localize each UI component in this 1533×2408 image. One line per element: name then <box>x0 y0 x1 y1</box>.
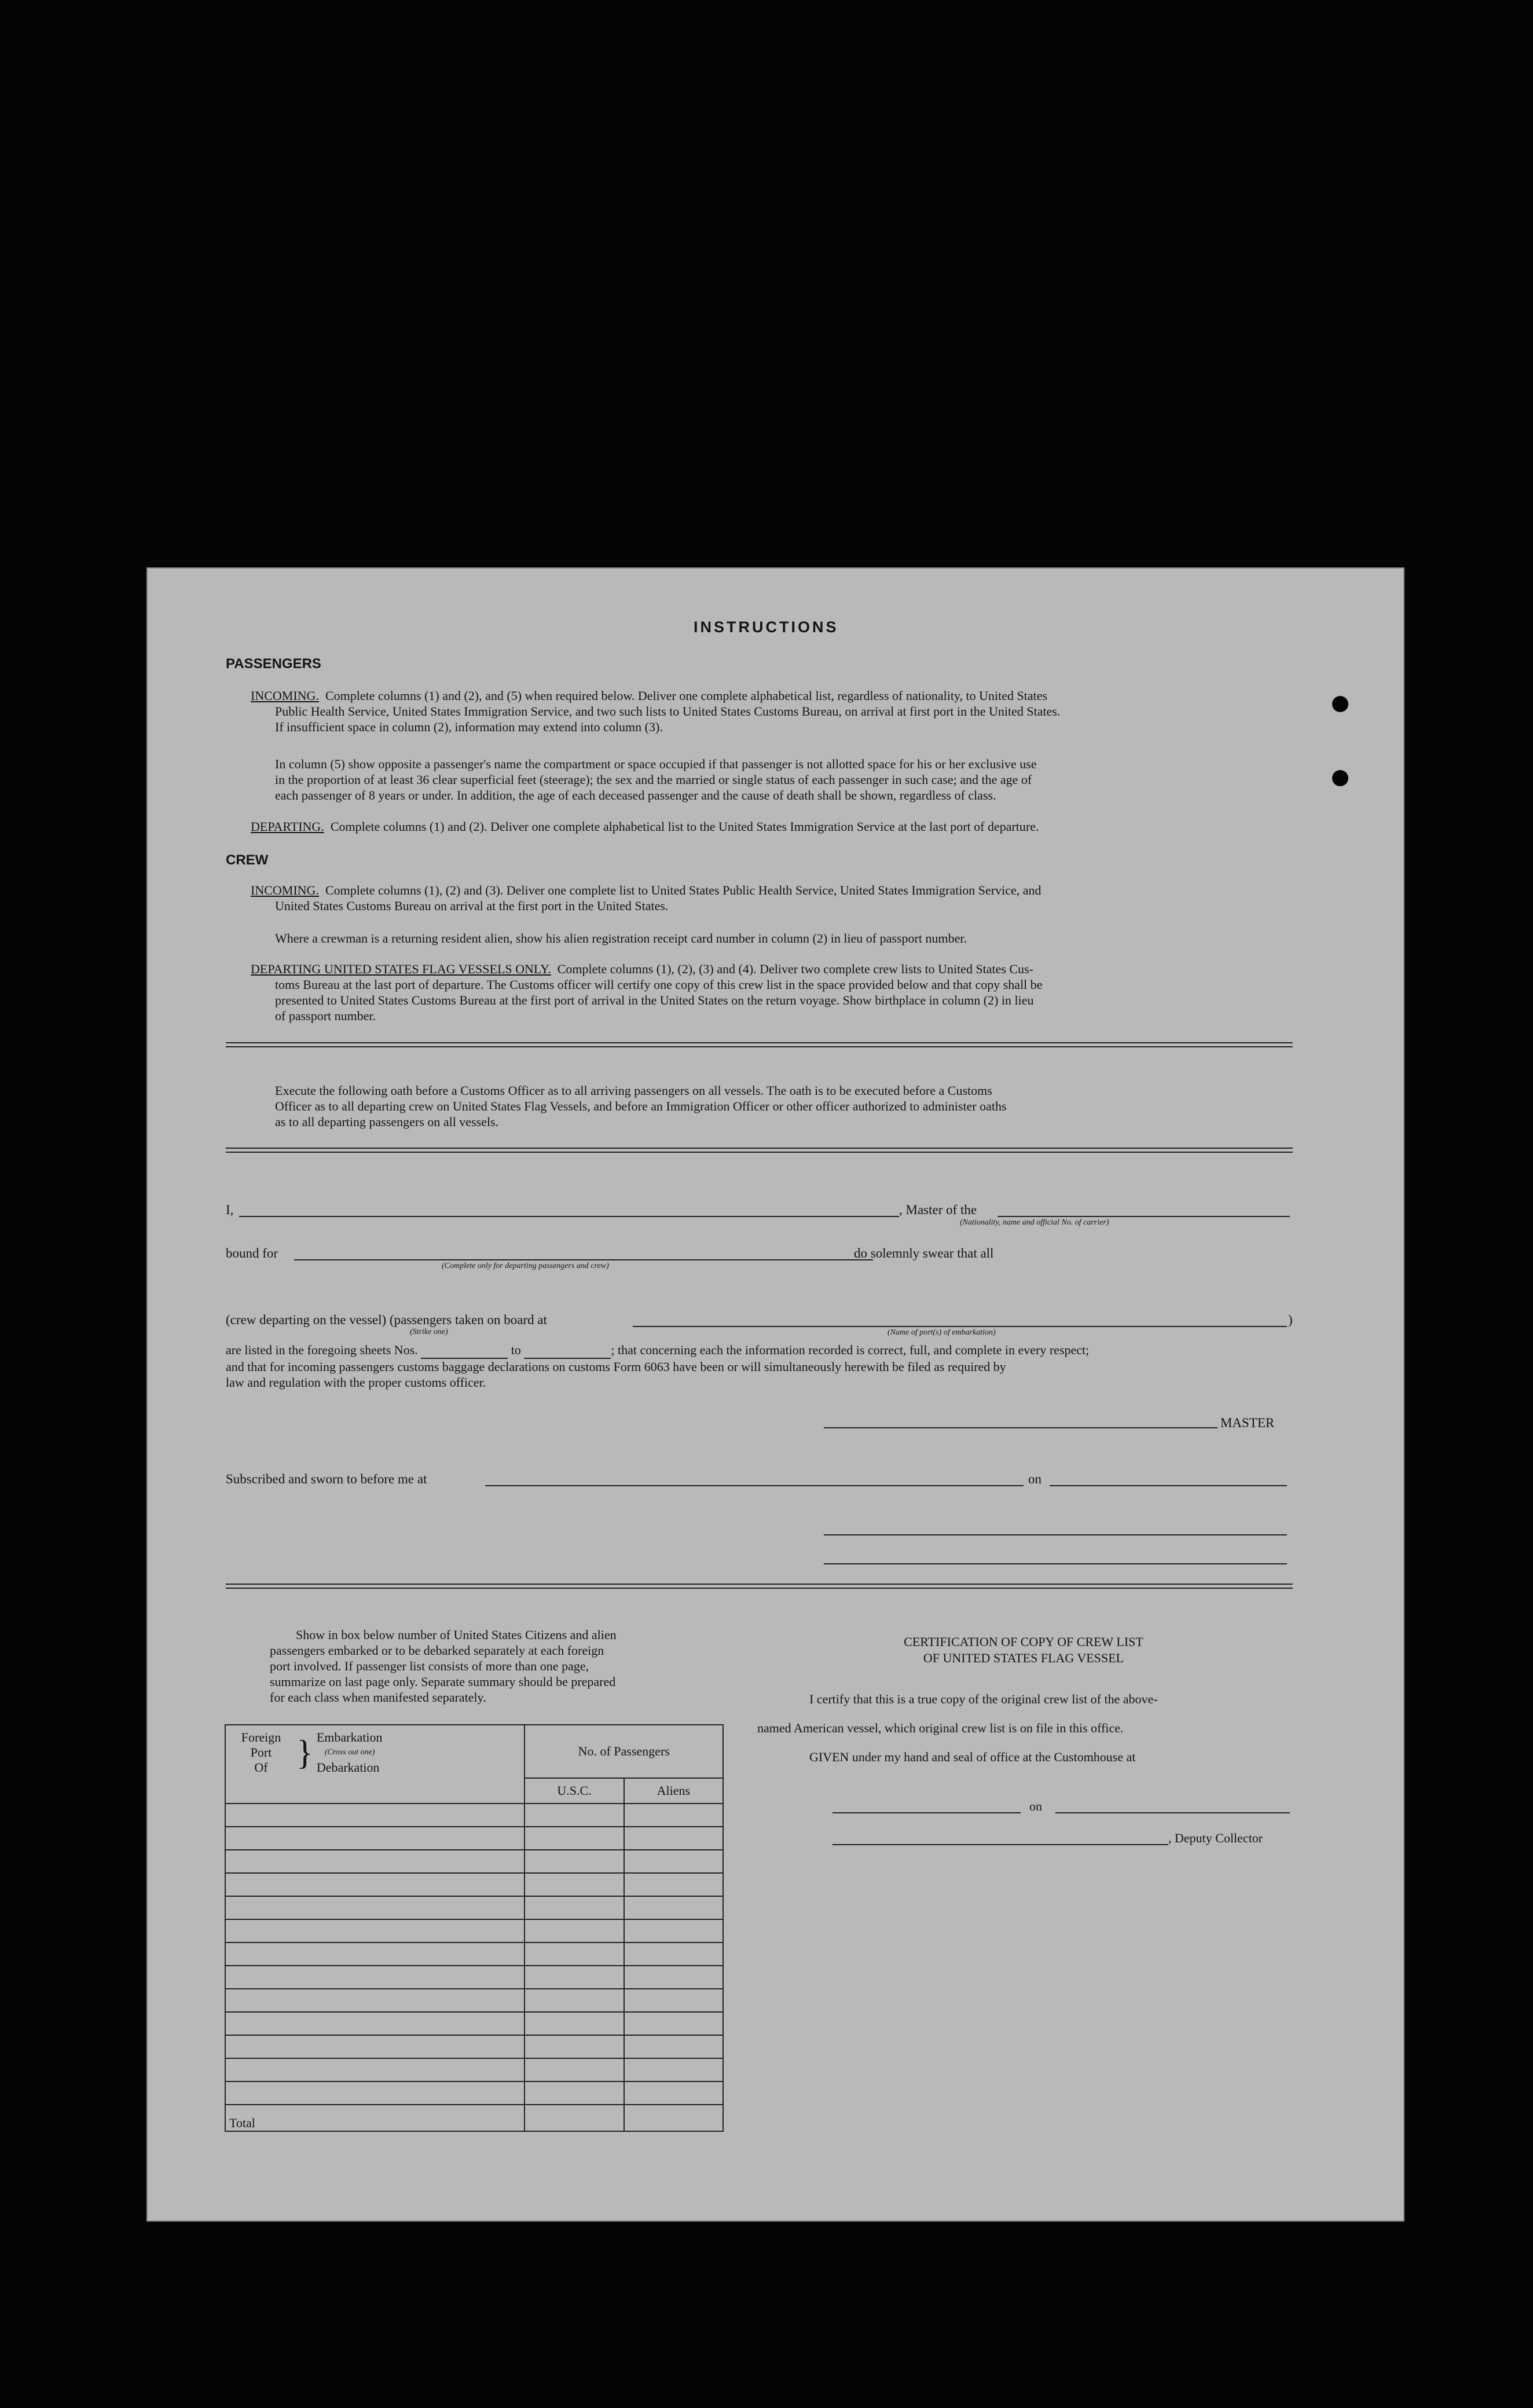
certification-on-label: on <box>1029 1799 1042 1813</box>
summary-intro-line-4: summarize on last page only. Separate summary should be prepared <box>270 1674 616 1689</box>
crew-departing-label: DEPARTING UNITED STATES FLAG VESSELS ONLY. <box>251 962 551 976</box>
total-label: Total <box>225 2105 525 2131</box>
certification-date-field[interactable] <box>1055 1812 1290 1813</box>
deputy-collector-label: , Deputy Collector <box>1168 1831 1263 1845</box>
officer-title-field[interactable] <box>824 1563 1287 1564</box>
usc-cell[interactable] <box>525 1989 624 2012</box>
summary-intro-line-3: port involved. If passenger list consists of more than one page, <box>270 1659 589 1673</box>
crew-incoming-block <box>251 882 1293 914</box>
oath-instructions <box>275 1083 1259 1130</box>
aliens-cell[interactable] <box>624 2058 723 2081</box>
port-note: (Name of port(s) of embarkation) <box>887 1328 996 1337</box>
summary-intro-line-5: for each class when manifested separately. <box>270 1690 486 1705</box>
passengers-departing-text: Complete columns (1) and (2). Deliver one complete alphabetical list to the United States Immigration Service at the last port of departure. <box>330 819 1039 834</box>
summary-row[interactable] <box>225 1942 525 1966</box>
embarkation-label: Embarkation <box>316 1730 383 1744</box>
crew-heading: CREW <box>226 852 269 868</box>
crew-incoming-label: INCOMING. <box>251 883 319 897</box>
column5-line-3: each passenger of 8 years or under. In addition, the age of each deceased passenger and the cause of death shall be shown, regardless of class. <box>275 788 996 802</box>
bound-for-note: (Complete only for departing passengers and crew) <box>442 1262 609 1270</box>
crew-departing-line-4: of passport number. <box>275 1009 376 1023</box>
aliens-cell[interactable] <box>624 1804 723 1827</box>
crew-incoming-line-1: Complete columns (1), (2) and (3). Deliver one complete list to United States Public Health Service, United States Immigration Service, and <box>325 883 1041 897</box>
passengers-incoming-line-3: If insufficient space in column (2), information may extend into column (3). <box>275 720 663 734</box>
crew-departing-line-1: Complete columns (1), (2), (3) and (4). Deliver two complete crew lists to United States Cus- <box>557 962 1034 976</box>
certification-title-2: OF UNITED STATES FLAG VESSEL <box>923 1651 1124 1665</box>
usc-cell[interactable] <box>525 1850 624 1873</box>
bound-for-label: bound for <box>226 1246 278 1260</box>
cross-out-note: (Cross out one) <box>324 1748 375 1757</box>
usc-cell[interactable] <box>525 1804 624 1827</box>
passenger-summary-table <box>225 1724 724 2132</box>
summary-row[interactable] <box>225 1919 525 1942</box>
usc-cell[interactable] <box>525 2058 624 2081</box>
master-signature-field[interactable] <box>824 1427 1217 1428</box>
divider <box>226 1148 1293 1153</box>
sworn-place-field[interactable] <box>485 1485 1024 1486</box>
port-label: Port <box>250 1745 272 1760</box>
summary-row[interactable] <box>225 1850 525 1873</box>
usc-cell[interactable] <box>525 1919 624 1942</box>
sheets-label: are listed in the foregoing sheets Nos. <box>226 1343 418 1357</box>
punch-hole <box>1332 696 1348 712</box>
page-title: INSTRUCTIONS <box>694 618 839 636</box>
oath-line-3: law and regulation with the proper customs officer. <box>226 1375 486 1390</box>
sheets-to-field[interactable] <box>524 1342 611 1359</box>
subscribed-label: Subscribed and sworn to before me at <box>226 1472 427 1486</box>
brace-glyph: } <box>296 1733 313 1772</box>
aliens-cell[interactable] <box>624 2035 723 2058</box>
summary-intro-line-2: passengers embarked or to be debarked separately at each foreign <box>270 1643 604 1658</box>
crew-departing-label-oath: (crew departing on the vessel) (passengers taken on board at <box>226 1313 547 1327</box>
aliens-cell[interactable] <box>624 2012 723 2035</box>
embarkation-port-field[interactable] <box>633 1326 1287 1327</box>
aliens-cell[interactable] <box>624 1942 723 1966</box>
passengers-incoming-line-2: Public Health Service, United States Immigration Service, and two such lists to United States Customs Bureau, on arrival at first port in the United States. <box>275 704 1061 719</box>
crew-departing-line-2: toms Bureau at the last port of departure. The Customs officer will certify one copy of this crew list in the space provided below and that copy shall be <box>275 977 1043 992</box>
usc-cell[interactable] <box>525 1896 624 1919</box>
no-passengers-header: No. of Passengers <box>525 1725 723 1778</box>
divider <box>226 1042 1293 1047</box>
passengers-incoming-block <box>251 688 1293 735</box>
passengers-incoming-line-1: Complete columns (1) and (2), and (5) when required below. Deliver one complete alphabetical list, regardless of nationality, to United States <box>325 688 1048 703</box>
aliens-cell[interactable] <box>624 1896 723 1919</box>
officer-signature-field[interactable] <box>824 1534 1287 1535</box>
usc-cell[interactable] <box>525 1827 624 1850</box>
certification-line-1: I certify that this is a true copy of the original crew list of the above- <box>809 1692 1158 1706</box>
oath-instructions-line-2: Officer as to all departing crew on United States Flag Vessels, and before an Immigration Officer or other officer authorized to administer oaths <box>275 1099 1007 1113</box>
summary-row[interactable] <box>225 2035 525 2058</box>
summary-row[interactable] <box>225 2058 525 2081</box>
master-name-field[interactable] <box>239 1216 899 1217</box>
usc-cell[interactable] <box>525 1942 624 1966</box>
deputy-signature-field[interactable] <box>832 1844 1168 1845</box>
summary-row[interactable] <box>225 1966 525 1989</box>
crew-departing-line-3: presented to United States Customs Bureau at the first port of arrival in the United States on the return voyage. Show birthplace in column (2) in lieu <box>275 993 1034 1007</box>
summary-row[interactable] <box>225 1873 525 1896</box>
crew-incoming-line-2: United States Customs Bureau on arrival at the first port in the United States. <box>275 899 669 913</box>
port-header <box>225 1725 525 1804</box>
carrier-field[interactable] <box>997 1216 1290 1217</box>
passengers-departing-block <box>251 819 1293 834</box>
certification-title <box>757 1634 1290 1666</box>
passengers-column5-block <box>275 756 1293 803</box>
usc-cell[interactable] <box>525 2081 624 2105</box>
bound-for-field[interactable] <box>294 1259 873 1260</box>
summary-row[interactable] <box>225 1827 525 1850</box>
passengers-heading: PASSENGERS <box>226 656 321 672</box>
debarkation-label: Debarkation <box>316 1760 380 1775</box>
summary-intro <box>270 1627 716 1705</box>
customhouse-field[interactable] <box>832 1812 1021 1813</box>
certification-line-2: named American vessel, which original crew list is on file in this office. <box>757 1721 1124 1735</box>
aliens-cell[interactable] <box>624 1850 723 1873</box>
usc-cell[interactable] <box>525 2035 624 2058</box>
sworn-on-label: on <box>1028 1472 1041 1486</box>
usc-header: U.S.C. <box>525 1778 624 1804</box>
oath-i-label: I, <box>226 1203 234 1217</box>
oath-instructions-line-3: as to all departing passengers on all vessels. <box>275 1115 499 1129</box>
crew-departing-block <box>251 961 1293 1024</box>
aliens-cell[interactable] <box>624 1873 723 1896</box>
sheets-to-label: to <box>511 1343 521 1357</box>
certification-line-3: GIVEN under my hand and seal of office at the Customhouse at <box>809 1750 1136 1764</box>
usc-cell[interactable] <box>525 1873 624 1896</box>
passengers-departing-label: DEPARTING. <box>251 819 324 834</box>
summary-intro-line-1: Show in box below number of United States Citizens and alien <box>296 1628 617 1642</box>
sheets-text: ; that concerning each the information recorded is correct, full, and complete in every respect; <box>611 1343 1090 1357</box>
summary-row[interactable] <box>225 1896 525 1919</box>
oath-instructions-line-1: Execute the following oath before a Customs Officer as to all arriving passengers on all vessels. The oath is to be executed before a Customs <box>275 1083 992 1098</box>
aliens-total-cell[interactable] <box>624 2105 723 2131</box>
aliens-cell[interactable] <box>624 1966 723 1989</box>
carrier-note: (Nationality, name and official No. of carrier) <box>960 1218 1109 1227</box>
close-paren: ) <box>1288 1313 1293 1327</box>
aliens-header: Aliens <box>624 1778 723 1804</box>
oath-sheets-block <box>226 1342 1293 1390</box>
aliens-cell[interactable] <box>624 1919 723 1942</box>
punch-hole <box>1332 770 1348 786</box>
crew-resident-alien: Where a crewman is a returning resident alien, show his alien registration receipt card number in column (2) in lieu of passport number. <box>275 931 967 945</box>
column5-line-1: In column (5) show opposite a passenger's name the compartment or space occupied if that passenger is not allotted space for his or her exclusive use <box>275 757 1037 771</box>
sheets-from-field[interactable] <box>421 1342 508 1359</box>
divider <box>226 1584 1293 1589</box>
certification-body <box>757 1685 1290 1772</box>
usc-total-cell[interactable] <box>525 2105 624 2131</box>
passengers-incoming-label: INCOMING. <box>251 688 319 703</box>
foreign-label: Foreign <box>241 1730 281 1744</box>
master-of-the-label: , Master of the <box>899 1203 977 1217</box>
sworn-date-field[interactable] <box>1050 1485 1287 1486</box>
aliens-cell[interactable] <box>624 1989 723 2012</box>
aliens-cell[interactable] <box>624 2081 723 2105</box>
form-page <box>146 567 1404 2222</box>
oath-line-2: and that for incoming passengers customs baggage declarations on customs Form 6063 have been or will simultaneously herewith be filed as required by <box>226 1359 1006 1374</box>
column5-line-2: in the proportion of at least 36 clear superficial feet (steerage); the sex and the married or single status of each passenger in such case; and the age of <box>275 772 1032 787</box>
master-label: MASTER <box>1220 1416 1275 1430</box>
usc-cell[interactable] <box>525 1966 624 1989</box>
summary-row[interactable] <box>225 1804 525 1827</box>
of-label: Of <box>254 1760 268 1775</box>
solemnly-swear-label: do solemnly swear that all <box>854 1246 994 1260</box>
summary-row[interactable] <box>225 2012 525 2035</box>
strike-one-note: (Strike one) <box>410 1328 448 1336</box>
aliens-cell[interactable] <box>624 1827 723 1850</box>
usc-cell[interactable] <box>525 2012 624 2035</box>
summary-row[interactable] <box>225 2081 525 2105</box>
certification-title-1: CERTIFICATION OF COPY OF CREW LIST <box>904 1634 1143 1649</box>
summary-row[interactable] <box>225 1989 525 2012</box>
